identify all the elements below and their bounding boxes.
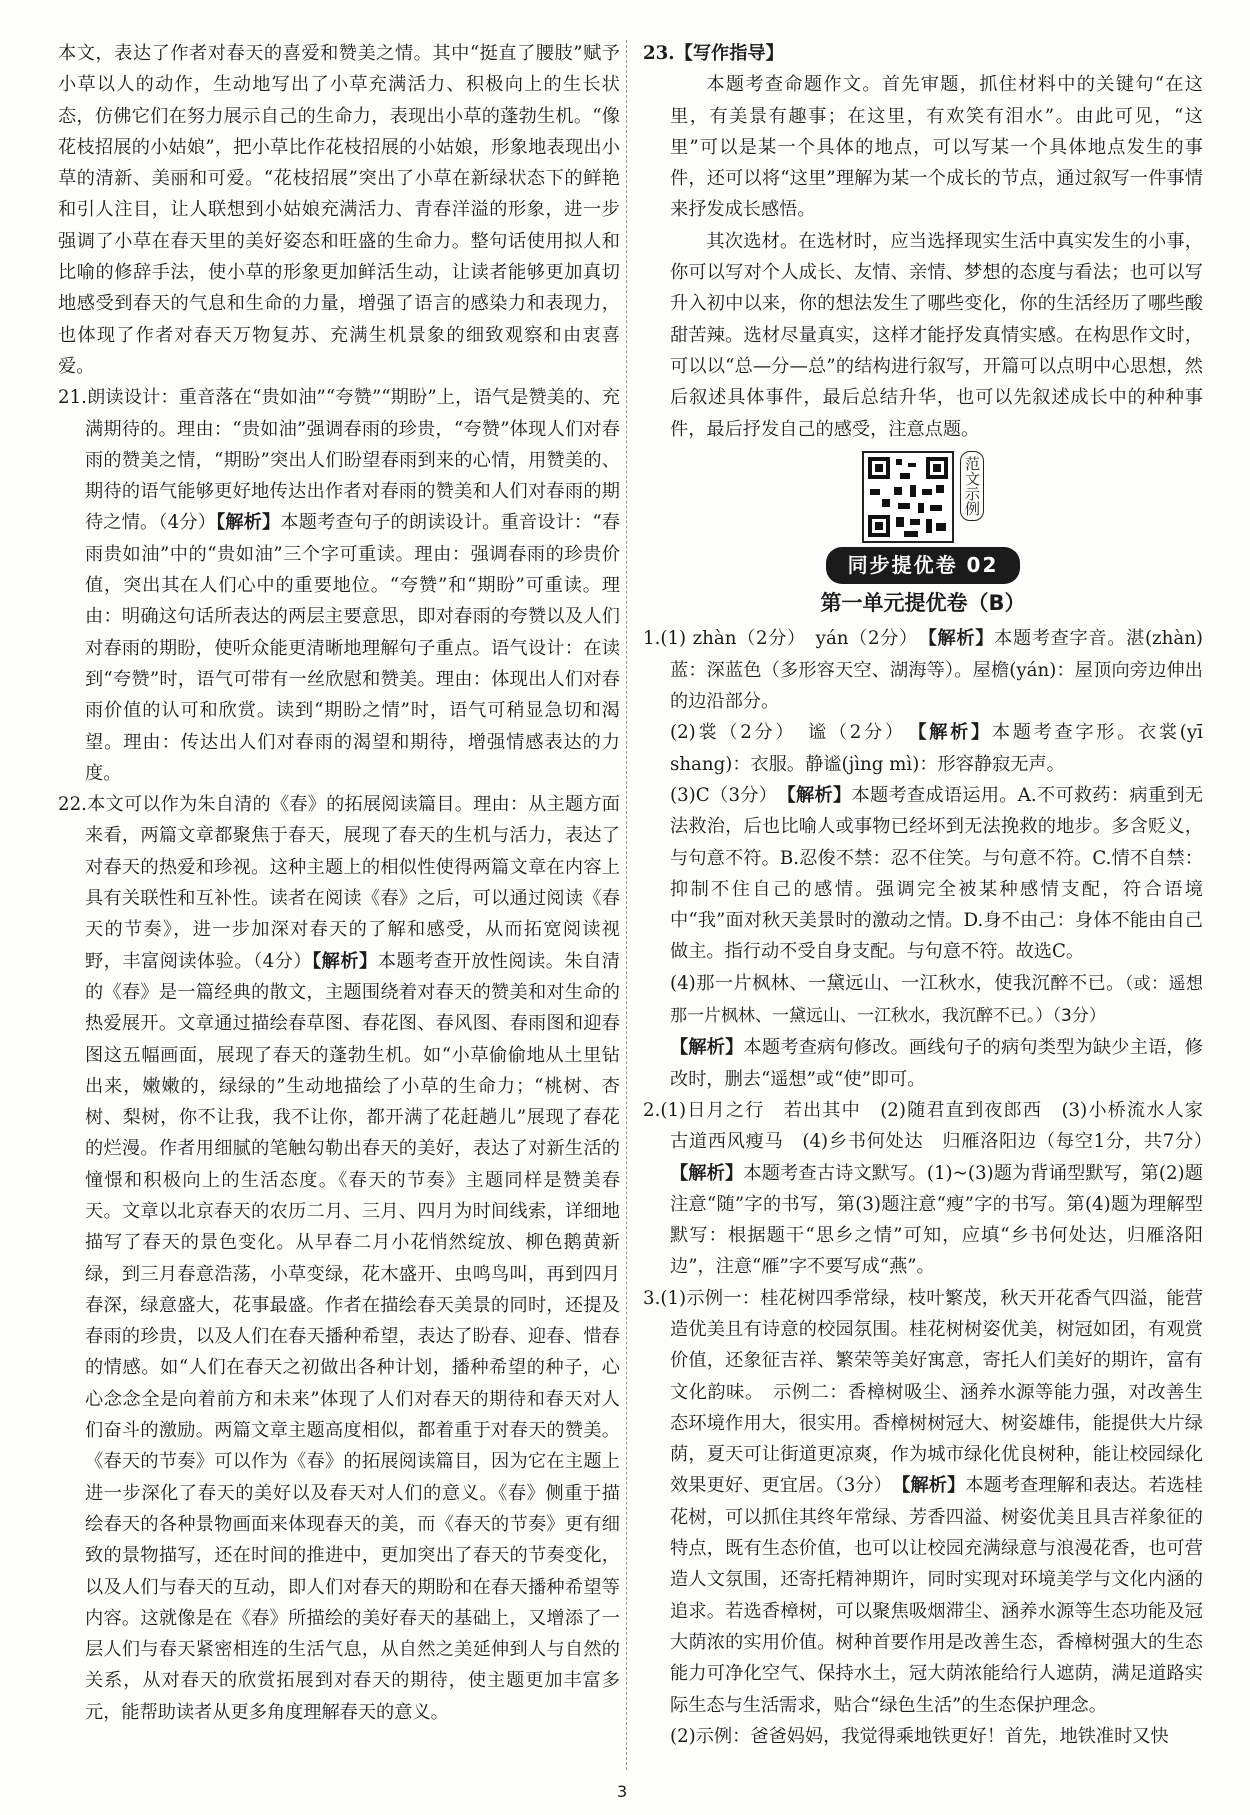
answer-text: (1)日月之行 若出其中 (2)随君直到夜郎西 (3)小桥流水人家 古道西风瘦马 (4)乡书何处达 归雁洛阳边（每空1分，共7分）	[660, 1099, 1222, 1153]
writing-guide-heading: 23.【写作指导】	[643, 43, 784, 64]
answer-21	[58, 382, 620, 789]
question-number: 1.	[643, 628, 661, 650]
question-number: 21.	[58, 387, 87, 409]
analysis-tag: 【解析】	[216, 512, 281, 534]
answer-1	[643, 623, 1203, 717]
answer-text: (2)示例：爸爸妈妈，我觉得乘地铁更好！首先，地铁准时又快	[670, 1725, 1169, 1747]
question-number: 22.	[58, 794, 87, 816]
analysis-tag: 【解析】	[670, 1037, 744, 1059]
right-column	[643, 38, 1222, 1752]
analysis-text: 本题考查句子的朗读设计。重音设计：“春雨贵如油”中的“贵如油”三个字可重读。理由：强调春雨的珍贵价值，突出其在人们心中的重要地位。“夸赞”和“期盼”可重读。理由：明确这句话所表达的两层主要意思，即对春雨的夸赞以及人们对春雨的期盼，使听众能更清晰地理解句子重点。语气设计：在读到“夸赞”时，语气可带有一丝欣慰和赞美。理由：体现出人们对春雨价值的认可和欣赏。读到“期盼之情”时，语气可稍显急切和渴望。理由：传达出人们对春雨的渴望和期待，增强情感表达的力度。	[85, 512, 620, 784]
analysis-tag: 【解析】	[917, 722, 992, 744]
qr-code-icon[interactable]	[862, 451, 954, 543]
section-badge: 同步提优卷 02	[826, 547, 1021, 584]
answer-22	[58, 789, 620, 1728]
analysis-text: 本题考查理解和表达。若选桂花树，可以抓住其终年常绿、芳香四溢、树姿优美且具吉祥象征的特点，既有生态价值，也可以让校园充满绿意与浪漫花香，也可营造人文氛围，还寄托精神期许，同时实现对环境美学与文化内涵的追求。若选香樟树，可以聚焦吸烟滞尘、涵养水源等生态功能及冠大荫浓的实用价值。树种首要作用是改善生态，香樟树强大的生态能力可净化空气、保持水土，冠大荫浓能给行人遮荫，满足道路实际生态与生活需求，贴合“绿色生活”的生态保护理念。	[670, 1475, 1203, 1716]
answer-text: (3)C（3分）	[670, 784, 787, 806]
answer-23	[643, 38, 1203, 445]
answer-text: 朗读设计：重音落在“贵如油”“夸赞”“期盼”上，语气是赞美的、充满期待的。理由：“贵如油”强调春雨的珍贵，“夸赞”体现人们对春雨的赞美之情，“期盼”突出人们盼望春雨到来的心情，用赞美的、期待的语气能够更好地传达出作者对春雨的赞美和人们对春雨的期待之情。（4分）	[85, 387, 620, 534]
question-number: 3.	[643, 1287, 661, 1309]
answer-text: 本文可以作为朱自清的《春》的拓展阅读篇目。理由：从主题方面来看，两篇文章都聚焦于春天，展现了春天的生机与活力，表达了对春天的热爱和珍视。这种主题上的相似性使得两篇文章在内容上具有关联性和互补性。读者在阅读《春》之后，可以通过阅读《春天的节奏》，进一步加深对春天的了解和感受，从而拓宽阅读视野，丰富阅读体验。（4分）	[85, 794, 620, 972]
analysis-tag: 【解析】	[670, 1162, 744, 1184]
unit-title: 第一单元提优卷（B）	[820, 591, 1026, 616]
analysis-text: 本题考查字音。湛(zhàn)蓝：深蓝色（多形容天空、湖海等）。屋檐(yán)：屋顶向旁边伸出的边沿部分。	[670, 628, 1204, 713]
page-number: 3	[617, 1782, 628, 1801]
column-divider	[626, 40, 627, 1770]
left-column	[58, 38, 620, 1728]
analysis-tag: 【解析】	[901, 1475, 966, 1497]
answer-3-2	[643, 1721, 1203, 1752]
qr-block	[643, 451, 1203, 543]
answer-3	[643, 1283, 1203, 1721]
sample-essay-label: 范文示例	[960, 451, 984, 521]
analysis-text: 本题考查古诗文默写。(1)~(3)题为背诵型默写，第(2)题注意“随”字的书写，第(3)题注意“瘦”字的书写。第(4)题为理解型默写：根据题干“思乡之情”可知，应填“乡书何处达，归雁洛阳边”，注意“雁”字不要写成“燕”。	[670, 1162, 1203, 1278]
answer-text: (1) zhàn（2分） yán（2分）	[660, 628, 928, 650]
alt-answer-note: （或：遥想那一片枫林、一黛远山、一江秋水，我沉醉不已。）（3分）	[670, 973, 1204, 1027]
analysis-text: 本题考查字形。衣裳(yī shang)：衣服。静谧(jìng mì)：形容静寂无声。	[670, 722, 1203, 775]
writing-guide-paragraph: 其次选材。在选材时，应当选择现实生活中真实发生的小事，你可以写对个人成长、友情、亲情、梦想的态度与看法；也可以写升入初中以来，你的想法发生了哪些变化，你的生活经历了哪些酸甜苦辣。选材尽量真实，这样才能抒发真情实感。在构思作文时，可以以“总—分—总”的结构进行叙写，开篇可以点明中心思想，然后叙述具体事件，最后总结升华，也可以先叙述成长中的种种事件，最后抒发自己的感受，注意点题。	[670, 230, 1203, 440]
answer-text: (1)示例一：桂花树四季常绿，枝叶繁茂，秋天开花香气四溢，能营造优美且有诗意的校园氛围。桂花树树姿优美，树冠如团，有观赏价值，还象征吉祥、繁荣等美好寓意，寄托人们美好的期许，富有文化韵味。 示例二：香樟树吸尘、涵养水源等能力强，对改善生态环境作用大，很实用。香樟树树冠大、树姿雄伟，能提供大片绿荫，夏天可让街道更凉爽，作为城市绿化优良树种，能让校园绿化效果更好、更宜居。（3分）	[660, 1287, 1203, 1497]
question-number: 2.	[643, 1099, 661, 1121]
analysis-text: 本题考查成语运用。A.不可救药：病重到无法救治，后也比喻人或事物已经坏到无法挽救的地步。多含贬义，与句意不符。B.忍俊不禁：忍不住笑。与句意不符。C.情不自禁：抑制不住自己的感情。强调完全被某种感情支配，符合语境中“我”面对秋天美景时的激动之情。D.身不由己：身体不能由自己做主。指行动不受自身支配。与句意不符。故选C。	[670, 784, 1204, 963]
analysis-tag: 【解析】	[786, 784, 852, 806]
answer-1-3	[643, 780, 1203, 968]
analysis-text: 本题考查病句修改。画线句子的病句类型为缺少主语，修改时，删去“遥想”或“使”即可。	[670, 1037, 1203, 1090]
writing-guide-paragraph: 本题考查命题作文。首先审题，抓住材料中的关键句“在这里，有美景有趣事；在这里，有欢笑有泪水”。由此可见，“这里”可以是某一个具体的地点，可以写某一个具体地点发生的事件，还可以将“这里”理解为某一个成长的节点，通过叙写一件事情来抒发成长感悟。	[670, 74, 1203, 221]
answer-text: (4)那一片枫林、一黛远山、一江秋水，使我沉醉不已。	[670, 972, 1125, 994]
analysis-tag: 【解析】	[927, 628, 995, 650]
answer-2	[643, 1095, 1222, 1283]
analysis-text: 本题考查开放性阅读。朱自清的《春》是一篇经典的散文，主题围绕着对春天的赞美和对生命的热爱展开。文章通过描绘春草图、春花图、春风图、春雨图和迎春图这五幅画面，展现了春天的蓬勃生机。如“小草偷偷地从土里钻出来，嫩嫩的，绿绿的”生动地描绘了小草的生命力；“桃树、杏树、梨树，你不让我，我不让你，都开满了花赶趟儿”展现了春花的烂漫。作者用细腻的笔触勾勒出春天的美好，表达了对新生活的憧憬和积极向上的生活态度。《春天的节奏》主题同样是赞美春天。文章以北京春天的农历二月、三月、四月为时间线索，详细地描写了春天的景色变化。从早春二月小花悄然绽放、柳色鹅黄新绿，到三月春意浩荡，小草变绿，花木盛开、虫鸣鸟叫，再到四月春深，绿意盛大，花事最盛。作者在描绘春天美景的同时，还提及春雨的珍贵，以及人们在春天播种希望，表达了盼春、迎春、惜春的情感。如“人们在春天之初做出各种计划，播种希望的种子，心心念念全是向着前方和未来”体现了人们对春天的期待和春天对人们奋斗的激励。两篇文章主题高度相似，都着重于对春天的赞美。《春天的节奏》可以作为《春》的拓展阅读篇目，因为它在主题上进一步深化了春天的美好以及春天对人们的意义。《春》侧重于描绘春天的各种景物画面来体现春天的美，而《春天的节奏》更有细致的景物描写，还在时间的推进中，更加突出了春天的节奏变化，以及人们与春天的互动，即人们对春天的期盼和在春天播种希望等内容。这就像是在《春》所描绘的美好春天的基础上，又增添了一层人们与春天紧密相连的生活气息，从自然之美延伸到人与自然的关系，从对春天的欣赏拓展到对春天的期待，使主题更加丰富多元，能帮助读者从更多角度理解春天的意义。	[85, 950, 620, 1723]
answer-1-2	[643, 717, 1203, 780]
answer-1-4	[643, 968, 1203, 1095]
intro-paragraph: 本文，表达了作者对春天的喜爱和赞美之情。其中“挺直了腰肢”赋予小草以人的动作，生动地写出了小草充满活力、积极向上的生长状态，仿佛它们在努力展示自己的生命力，表现出小草的蓬勃生机。“像花枝招展的小姑娘”，把小草比作花枝招展的小姑娘，形象地表现出小草的清新、美丽和可爱。“花枝招展”突出了小草在新绿状态下的鲜艳和引人注目，让人联想到小姑娘充满活力、青春洋溢的形象，进一步强调了小草在春天里的美好姿态和旺盛的生命力。整句话使用拟人和比喻的修辞手法，使小草的形象更加鲜活生动，让读者能够更加真切地感受到春天的气息和生命的力量，增强了语言的感染力和表现力，也体现了作者对春天万物复苏、充满生机景象的细致观察和由衷喜爱。	[58, 43, 620, 377]
section-badge-row	[643, 547, 1203, 584]
answer-text: (2)裳（2分） 谧（2分）	[670, 722, 918, 744]
analysis-tag: 【解析】	[312, 950, 378, 972]
